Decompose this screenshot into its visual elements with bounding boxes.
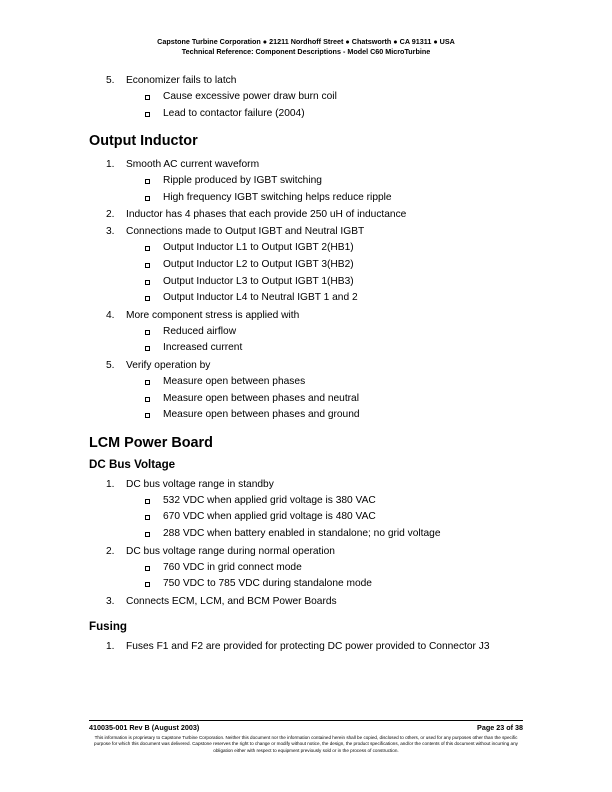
section-heading-output-inductor: Output Inductor bbox=[89, 133, 198, 150]
bullet-item bbox=[0, 89, 612, 106]
square-bullet-icon bbox=[145, 515, 150, 520]
bullet-item bbox=[0, 509, 612, 526]
square-bullet-icon bbox=[145, 582, 150, 587]
square-bullet-icon bbox=[145, 413, 150, 418]
square-bullet-icon bbox=[145, 246, 150, 251]
footer-divider bbox=[89, 720, 523, 721]
item-number: 5. bbox=[106, 359, 115, 371]
list-item bbox=[0, 638, 612, 655]
square-bullet-icon bbox=[145, 330, 150, 335]
list-item bbox=[0, 156, 612, 173]
item-text: More component stress is applied with bbox=[126, 309, 300, 321]
square-bullet-icon bbox=[145, 566, 150, 571]
subsection-heading-dc-bus-voltage: DC Bus Voltage bbox=[89, 457, 176, 471]
bullet-item bbox=[0, 173, 612, 190]
subsection-heading-fusing: Fusing bbox=[89, 619, 127, 633]
list-item bbox=[0, 72, 612, 89]
footer-proprietary-notice: This information is proprietary to Capstone Turbine Corporation. Neither this document nor the information contained herein shall be copied, disclosed to others, or used for any purposes other than the specific purpose for which this document was delivered. Capstone reserves the right to change or modify without notice, the design, the product specifications, and/or the contents of this document without incurring any obligation either with respect to equipment previously sold or in the process of construction. bbox=[94, 735, 518, 753]
item-text: Connects ECM, LCM, and BCM Power Boards bbox=[126, 595, 337, 607]
list-item bbox=[0, 206, 612, 223]
bullet-text: 760 VDC in grid connect mode bbox=[163, 561, 302, 573]
bullet-item bbox=[0, 240, 612, 257]
list-item bbox=[0, 543, 612, 560]
bullet-text: Output Inductor L1 to Output IGBT 2(HB1) bbox=[163, 242, 354, 254]
page-content bbox=[0, 72, 612, 655]
item-text: Verify operation by bbox=[126, 359, 211, 371]
bullet-text: Reduced airflow bbox=[163, 325, 237, 337]
footer-doc-id: 410035-001 Rev B (August 2003) bbox=[89, 723, 200, 732]
bullet-text: Measure open between phases and neutral bbox=[163, 392, 359, 404]
bullet-text: Ripple produced by IGBT switching bbox=[163, 175, 322, 187]
square-bullet-icon bbox=[145, 263, 150, 268]
bullet-text: Lead to contactor failure (2004) bbox=[163, 107, 305, 119]
item-number: 2. bbox=[106, 209, 115, 221]
list-item bbox=[0, 476, 612, 493]
bullet-text: 670 VDC when applied grid voltage is 480 VAC bbox=[163, 511, 376, 523]
item-number: 2. bbox=[106, 545, 115, 557]
bullet-text: Cause excessive power draw burn coil bbox=[163, 91, 337, 102]
square-bullet-icon bbox=[145, 95, 150, 100]
bullet-text: Output Inductor L4 to Neutral IGBT 1 and 2 bbox=[163, 292, 358, 304]
bullet-item bbox=[0, 374, 612, 391]
item-number: 4. bbox=[106, 309, 115, 321]
item-number: 1. bbox=[106, 159, 115, 171]
header-title: Technical Reference: Component Descriptions - Model C60 MicroTurbine bbox=[181, 47, 431, 56]
item-number: 3. bbox=[106, 226, 115, 238]
square-bullet-icon bbox=[145, 380, 150, 385]
bullet-item bbox=[0, 391, 612, 408]
bullet-item bbox=[0, 190, 612, 207]
list-item bbox=[0, 593, 612, 610]
header-address: Capstone Turbine Corporation ● 21211 Nordhoff Street ● Chatsworth ● CA 91311 ● USA bbox=[157, 37, 455, 46]
bullet-text: Output Inductor L3 to Output IGBT 1(HB3) bbox=[163, 275, 354, 287]
item-text: Inductor has 4 phases that each provide 250 uH of inductance bbox=[126, 209, 407, 221]
bullet-text: Output Inductor L2 to Output IGBT 3(HB2) bbox=[163, 258, 354, 270]
bullet-text: Increased current bbox=[163, 342, 243, 354]
bullet-text: Measure open between phases bbox=[163, 375, 306, 387]
square-bullet-icon bbox=[145, 280, 150, 285]
item-text: DC bus voltage range in standby bbox=[126, 478, 274, 490]
section-heading-lcm-power-board: LCM Power Board bbox=[89, 434, 213, 451]
bullet-text: 532 VDC when applied grid voltage is 380 VAC bbox=[163, 494, 376, 506]
square-bullet-icon bbox=[145, 532, 150, 537]
bullet-item bbox=[0, 274, 612, 291]
bullet-item bbox=[0, 257, 612, 274]
bullet-item bbox=[0, 340, 612, 357]
bullet-text: 288 VDC when battery enabled in standalone; no grid voltage bbox=[163, 527, 441, 539]
bullet-text: High frequency IGBT switching helps reduce ripple bbox=[163, 191, 392, 203]
item-text: Smooth AC current waveform bbox=[126, 159, 260, 171]
bullet-item bbox=[0, 407, 612, 424]
bullet-item bbox=[0, 290, 612, 307]
item-number: 1. bbox=[106, 478, 115, 490]
bullet-item bbox=[0, 560, 612, 577]
bullet-item bbox=[0, 324, 612, 341]
bullet-text: 750 VDC to 785 VDC during standalone mode bbox=[163, 578, 372, 590]
item-number: 1. bbox=[106, 640, 115, 652]
bullet-item bbox=[0, 106, 612, 123]
bullet-item bbox=[0, 576, 612, 593]
square-bullet-icon bbox=[145, 397, 150, 402]
list-item bbox=[0, 223, 612, 240]
item-text: Economizer fails to latch bbox=[126, 75, 237, 86]
square-bullet-icon bbox=[145, 112, 150, 117]
square-bullet-icon bbox=[145, 499, 150, 504]
list-item bbox=[0, 307, 612, 324]
footer-page-number: Page 23 of 38 bbox=[477, 723, 523, 732]
list-item bbox=[0, 357, 612, 374]
page-header bbox=[0, 37, 612, 57]
item-number: 5. bbox=[106, 75, 115, 86]
item-text: Fuses F1 and F2 are provided for protecting DC power provided to Connector J3 bbox=[126, 640, 490, 652]
bullet-item bbox=[0, 493, 612, 510]
square-bullet-icon bbox=[145, 346, 150, 351]
square-bullet-icon bbox=[145, 179, 150, 184]
item-text: DC bus voltage range during normal operation bbox=[126, 545, 335, 557]
square-bullet-icon bbox=[145, 196, 150, 201]
bullet-item bbox=[0, 526, 612, 543]
square-bullet-icon bbox=[145, 296, 150, 301]
item-text: Connections made to Output IGBT and Neutral IGBT bbox=[126, 226, 365, 238]
item-number: 3. bbox=[106, 595, 115, 607]
bullet-text: Measure open between phases and ground bbox=[163, 409, 360, 421]
